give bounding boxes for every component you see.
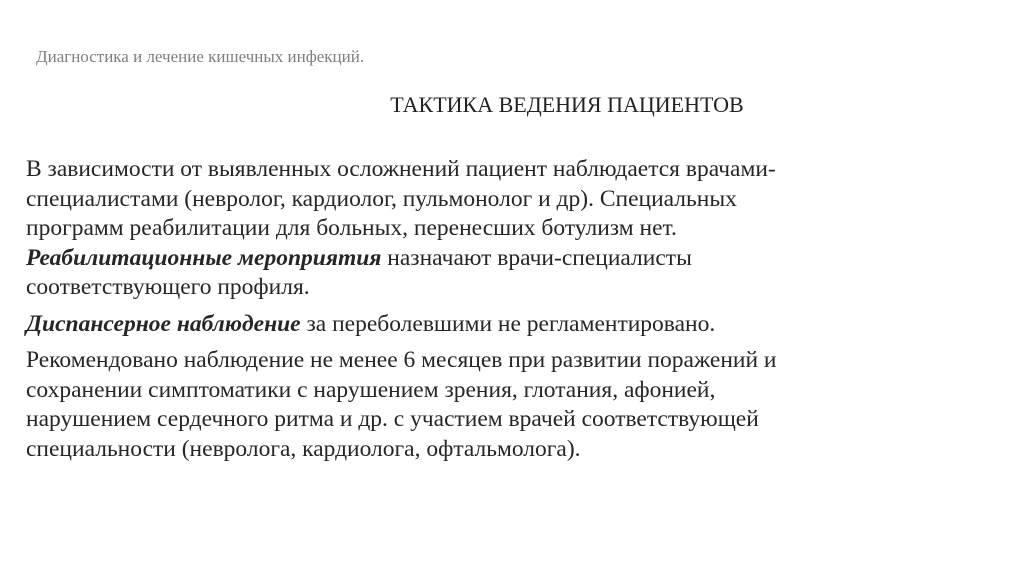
paragraph-dispensary (26, 310, 1006, 340)
paragraph-line: соответствующего профиля. (26, 274, 310, 300)
slide-body (26, 155, 1006, 471)
paragraph-line-rest: за переболевшими не регламентировано. (300, 310, 716, 337)
slide-title: ТАКТИКА ВЕДЕНИЯ ПАЦИЕНТОВ (390, 92, 744, 117)
paragraph-line: специалистами (невролог, кардиолог, пульмонолог и др). Специальных (26, 185, 737, 212)
paragraph-line: программ реабилитации для больных, перенесших ботулизм нет. (26, 215, 677, 241)
paragraph-line-rest: назначают врачи-специалисты (381, 244, 692, 271)
emphasis-dispensary-observation: Диспансерное наблюдение (26, 310, 301, 337)
paragraph-line: специальности (невролога, кардиолога, офтальмолога). (26, 435, 581, 462)
paragraph-line: нарушением сердечного ритма и др. с участием врачей соответствующей (26, 406, 759, 432)
paragraph-line: Рекомендовано наблюдение не менее 6 месяцев при развитии поражений и (26, 347, 777, 373)
paragraph-line: сохранении симптоматики с нарушением зрения, глотания, афонией, (26, 376, 716, 403)
paragraph-rehabilitation (26, 155, 1006, 303)
paragraph-line (26, 310, 1006, 340)
paragraph-line: В зависимости от выявленных осложнений пациент наблюдается врачами- (26, 156, 776, 182)
paragraph-line (26, 244, 1006, 274)
paragraph-recommendation (26, 346, 1006, 464)
slide-subtitle: Диагностика и лечение кишечных инфекций. (36, 47, 365, 66)
emphasis-rehabilitation-measures: Реабилитационные мероприятия (26, 244, 382, 271)
